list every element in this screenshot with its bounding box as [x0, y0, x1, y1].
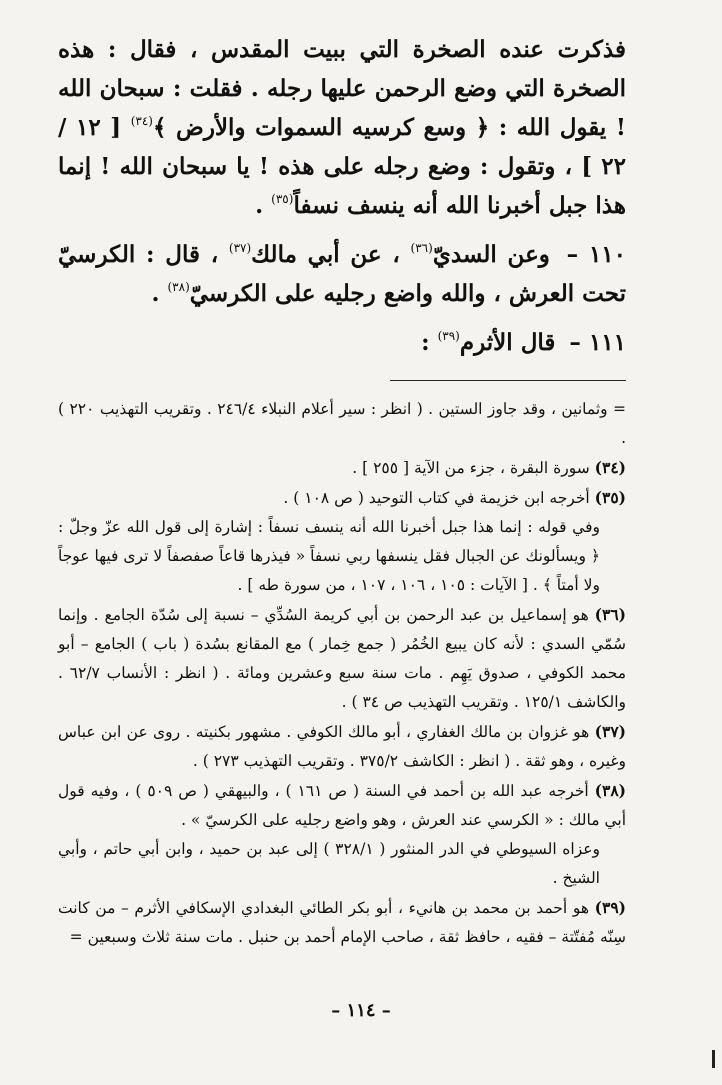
paragraph-number: ١١١ –	[569, 329, 626, 356]
footnote-number: (٣٤)	[594, 458, 626, 477]
footnote-36	[58, 600, 626, 717]
footnote-38	[58, 776, 626, 835]
scan-edge-mark	[712, 1050, 715, 1068]
para1-text: فذكرت عنده الصخرة التي ببيت المقدس ، فقال : هذه الصخرة التي وضع الرحمن عليها رجله . فقلت : سبحان الله ! يقول الله : ﴿ وسع كرسيه السموات والأرض ﴾	[58, 36, 626, 141]
footnote-continuation: = وثمانين ، وقد جاوز الستين . ( انظر : سير أعلام النبلاء ٢٤٦/٤ . وتقريب التهذيب ٢٢٠ ) .	[58, 400, 627, 447]
footnote-number: (٣٧)	[594, 722, 626, 741]
main-paragraph-110	[58, 235, 626, 313]
footnote-ref: (٣٩)	[437, 329, 460, 343]
footnote-separator	[390, 380, 626, 381]
footnote-text: سورة البقرة ، جزء من الآية [ ٢٥٥ ] .	[352, 459, 595, 477]
footnote-text: هو أحمد بن محمد بن هانيء ، أبو بكر الطائي البغدادي الإسكافي الأثرم – من كانت سِنّه مُفتّتة – فقيه ، حافظ ثقة ، صاحب الإمام أحمد بن حنبل . مات سنة ثلاث وسبعين =	[58, 899, 626, 946]
book-page	[58, 30, 626, 1060]
main-paragraph-111	[58, 323, 626, 362]
footnote-ref: (٣٧)	[228, 241, 252, 255]
footnote-37	[58, 717, 626, 776]
footnote-number: (٣٦)	[594, 605, 626, 624]
footnote-ref: (٣٥)	[271, 192, 294, 206]
footnotes	[58, 395, 626, 952]
para1-continuation: [ ١٢ / ٢٢ ] ، وتقول : وضع رجله على هذه ! يا سبحان الله ! إنما هذا جبل أخبرنا الله أنه ينسف نسفاً	[58, 114, 626, 219]
footnote-39	[58, 893, 626, 952]
footnote-ref: (٣٦)	[410, 241, 433, 255]
page-number-text: – ١١٤ –	[331, 1000, 391, 1021]
footnote-number: (٣٨)	[594, 781, 626, 800]
para3-end: :	[421, 329, 438, 356]
paragraph-number: ١١٠ –	[566, 241, 626, 268]
footnote-text: أخرجه عبد الله بن أحمد في السنة ( ص ١٦١ ) ، والبيهقي ( ص ٥٠٩ ) ، وفيه قول أبي مالك : « الكرسي عند العرش ، وهو واضع رجليه على الكرسيّ » .	[58, 782, 626, 829]
footnote-38-comment: وعزاه السيوطي في الدر المنثور ( ٣٢٨/١ ) إلى عبد بن حميد ، وابن أبي حاتم ، وأبي الشيخ .	[58, 840, 600, 887]
footnote-ref: (٣٨)	[167, 280, 190, 294]
footnote-ref: (٣٤)	[130, 114, 153, 128]
footnote-text: هو غزوان بن مالك الغفاري ، أبو مالك الكوفي . مشهور بكنيته . روى عن ابن عباس وغيره ، وهو ثقة . ( انظر : الكاشف ٣٧٥/٢ . وتقريب التهذيب ٢٧٣ ) .	[58, 723, 626, 770]
main-text	[58, 30, 626, 362]
para2-text: ، قال : الكرسيّ تحت العرش ، والله واضع رجليه على الكرسيّ	[58, 241, 626, 307]
page-number	[0, 1000, 722, 1021]
para2-end: .	[151, 280, 168, 307]
footnote-text: هو إسماعيل بن عبد الرحمن بن أبي كريمة السُدِّي – نسبة إلى سُدّة الجامع . وإنما سُمّي السدي : لأنه كان يبيع الخُمُر ( جمع خِمار ) مع المقانع بسُدة ( باب ) الجامع – أبو محمد الكوفي ، صدوق يَهِم . مات سنة سبع وعشرين ومائة . ( انظر : الأنساب ٦٢/٧ . والكاشف ١٢٥/١ . وتقريب التهذيب ص ٣٤ ) .	[58, 606, 626, 711]
footnote-number: (٣٩)	[594, 898, 626, 917]
para1-end: .	[255, 192, 272, 219]
para2-text: ، عن أبي مالك	[251, 241, 411, 268]
para3-text: قال الأثرم	[459, 329, 564, 356]
footnote-text: أخرجه ابن خزيمة في كتاب التوحيد ( ص ١٠٨ ) .	[283, 489, 595, 507]
footnote-34	[58, 453, 626, 483]
footnote-number: (٣٥)	[594, 488, 626, 507]
para2-text: وعن السديّ	[432, 241, 561, 268]
footnote-35	[58, 483, 626, 513]
footnote-35-comment: وفي قوله : إنما هذا جبل أخبرنا الله أنه ينسف نسفاً : إشارة إلى قول الله عزّ وجلّ : ﴿ ويسألونك عن الجبال فقل ينسفها ربي نسفاً « فيذرها قاعاً صفصفاً لا ترى فيها عوجاً ولا أمتاً ﴾ . [ الآيات : ١٠٥ ، ١٠٦ ، ١٠٧ ، من سورة طه ] .	[58, 518, 600, 594]
main-paragraph-1	[58, 30, 626, 225]
